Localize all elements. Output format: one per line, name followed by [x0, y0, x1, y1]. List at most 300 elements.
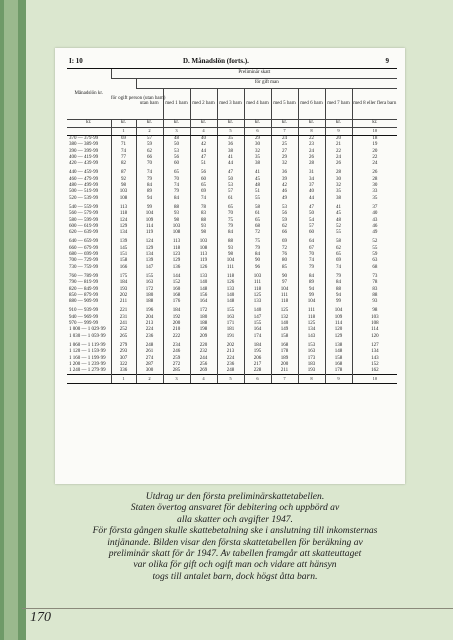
tax-value: 26	[298, 155, 325, 161]
salary-range: 640 — 659·99	[69, 239, 99, 245]
column-number: 8	[298, 128, 325, 136]
tax-value: 164	[244, 327, 271, 333]
tax-value: 113	[111, 202, 136, 211]
tax-value: 72	[271, 246, 298, 252]
salary-range: 540 — 559·99	[69, 204, 99, 210]
column-number: 9	[325, 128, 352, 136]
tax-value: 172	[136, 287, 163, 293]
tax-value: 133	[244, 299, 271, 305]
tax-value: 74	[298, 258, 325, 264]
tax-value: 129	[325, 334, 352, 340]
column-header: för ogift person (utan barn)	[111, 79, 136, 120]
tax-value: 322	[111, 362, 136, 368]
tax-value: 285	[163, 368, 190, 375]
caption-line: intjänande. Bilden visar den första skattetabellen för beräkning av	[107, 536, 363, 548]
column-number: 1	[111, 128, 136, 136]
tax-value: 39	[271, 177, 298, 183]
table-heading: D. Månadslön (forts.).	[183, 57, 249, 65]
tax-value: 88	[217, 236, 244, 245]
tax-value: 155	[244, 321, 271, 327]
tax-value: 26	[325, 161, 352, 167]
tax-value: 75	[217, 218, 244, 224]
sidebar-highlight	[4, 0, 18, 640]
tax-value: 184	[163, 305, 190, 314]
tax-value: 145	[111, 246, 136, 252]
column-number: 2	[136, 128, 163, 136]
tax-value: 66	[136, 155, 163, 161]
table-page-number: 9	[385, 57, 389, 65]
tax-value: 79	[325, 271, 352, 280]
tax-value: 55	[244, 196, 271, 202]
table-row	[67, 202, 397, 211]
tax-value: 98	[163, 218, 190, 224]
tax-value: 32	[271, 161, 298, 167]
tax-value: 109	[136, 218, 163, 224]
table-row	[67, 340, 397, 349]
tax-value: 252	[111, 327, 136, 333]
tax-value: 114	[352, 327, 397, 333]
table-row	[67, 305, 397, 314]
tax-value: 111	[244, 280, 271, 286]
tax-value: 193	[298, 368, 325, 375]
tax-value: 70	[163, 177, 190, 183]
tax-value: 120	[352, 334, 397, 340]
tax-value: 125	[298, 321, 325, 327]
unit-label: kr.	[244, 120, 271, 128]
tax-value: 173	[298, 356, 325, 362]
tax-value: 65	[244, 218, 271, 224]
tax-value: 189	[271, 356, 298, 362]
salary-range: 820 — 849·99	[69, 286, 99, 292]
salary-range: 500 — 519·99	[69, 189, 99, 195]
tax-value: 103	[111, 189, 136, 195]
tax-value: 69	[271, 236, 298, 245]
tax-value: 193	[111, 287, 136, 293]
tax-value: 265	[111, 334, 136, 340]
tax-value: 54	[298, 218, 325, 224]
tax-value: 139	[111, 236, 136, 245]
tax-value: 29	[271, 155, 298, 161]
tax-value: 19	[352, 142, 397, 148]
tax-value: 45	[244, 177, 271, 183]
column-number: 4	[190, 128, 217, 136]
caption-line: togs till antalet barn, dock högst åtta barn.	[152, 570, 318, 582]
tax-value: 24	[271, 136, 298, 143]
tax-value: 66	[271, 230, 298, 236]
tax-value: 140	[244, 305, 271, 314]
tax-value: 200	[271, 362, 298, 368]
unit-label: kr.	[67, 120, 111, 128]
tax-value: 269	[190, 368, 217, 375]
column-number: 3	[163, 128, 190, 136]
tax-value: 28	[352, 177, 397, 183]
tax-value: 111	[217, 265, 244, 271]
tax-value: 84	[163, 196, 190, 202]
tax-value: 79	[136, 177, 163, 183]
tax-value: 48	[244, 183, 271, 189]
tax-value: 30	[325, 177, 352, 183]
tax-value: 88	[163, 202, 190, 211]
tax-value: 188	[190, 321, 217, 327]
tax-value: 74	[111, 149, 136, 155]
tax-value: 96	[244, 265, 271, 271]
tax-value: 129	[111, 224, 136, 230]
tax-value: 83	[190, 211, 217, 217]
tax-value: 48	[163, 136, 190, 143]
tax-value: 111	[298, 305, 325, 314]
tax-value: 62	[325, 246, 352, 252]
column-number: 10	[352, 375, 397, 384]
tax-value: 134	[298, 327, 325, 333]
tax-value: 90	[244, 258, 271, 264]
tax-value: 79	[298, 265, 325, 271]
tax-value: 143	[298, 334, 325, 340]
column-number: 6	[244, 375, 271, 384]
tax-value: 56	[163, 155, 190, 161]
tax-value: 108	[163, 230, 190, 236]
tax-value: 35	[244, 155, 271, 161]
tax-value: 236	[136, 334, 163, 340]
tax-value: 60	[190, 177, 217, 183]
salary-range: 1 000 — 1 029·99	[69, 327, 106, 333]
tax-value: 20	[352, 149, 397, 155]
tax-value: 60	[298, 230, 325, 236]
tax-value: 53	[217, 183, 244, 189]
tax-value: 300	[136, 368, 163, 375]
tax-value: 103	[352, 315, 397, 321]
tax-value: 82	[111, 161, 136, 167]
tax-value: 152	[352, 362, 397, 368]
tax-value: 93	[352, 299, 397, 305]
tax-value: 133	[190, 271, 217, 280]
tax-value: 108	[111, 196, 136, 202]
tax-value: 22	[325, 149, 352, 155]
footer-divider	[22, 608, 453, 609]
tax-value: 40	[298, 189, 325, 195]
tax-value: 132	[271, 315, 298, 321]
tax-value: 293	[111, 349, 136, 355]
tax-value: 259	[163, 356, 190, 362]
tax-value: 98	[217, 252, 244, 258]
tax-value: 163	[136, 280, 163, 286]
tax-value: 222	[163, 334, 190, 340]
caption-line: För första gången skulle skattebetalning ske i anslutning till inkomsternas	[92, 525, 378, 537]
tax-value: 108	[190, 246, 217, 252]
tax-value: 85	[271, 265, 298, 271]
tax-value: 44	[298, 196, 325, 202]
tax-value: 55	[325, 230, 352, 236]
salary-range: 370 — 379·99	[69, 136, 99, 141]
tax-table-image	[55, 48, 405, 484]
salary-range: 1 120 — 1 159·99	[69, 349, 106, 355]
tax-value: 25	[271, 142, 298, 148]
tax-value: 35	[325, 189, 352, 195]
tax-value: 148	[217, 299, 244, 305]
tax-value: 40	[190, 136, 217, 143]
tax-value: 24	[352, 161, 397, 167]
tax-value: 88	[190, 218, 217, 224]
salary-range: 850 — 879·99	[69, 292, 99, 298]
tax-value: 125	[244, 293, 271, 299]
tax-value: 140	[190, 280, 217, 286]
tax-value: 144	[163, 271, 190, 280]
tax-value: 31	[298, 167, 325, 176]
caption-line: alla skatter och avgifter 1947.	[177, 513, 293, 525]
tax-value: 93	[163, 211, 190, 217]
tax-value: 129	[136, 246, 163, 252]
married-man-header: för gift man	[136, 79, 397, 89]
tax-value: 24	[325, 155, 352, 161]
tax-value: 74	[190, 196, 217, 202]
tax-value: 30	[244, 142, 271, 148]
tax-value: 139	[136, 258, 163, 264]
salary-range: 880 — 909·99	[69, 299, 99, 305]
tax-value: 94	[298, 287, 325, 293]
tax-value: 70	[217, 211, 244, 217]
tax-value: 72	[244, 230, 271, 236]
salary-range: 1 200 — 1 239·99	[69, 361, 106, 367]
unit-label: kr.	[298, 120, 325, 128]
tax-value: 202	[217, 340, 244, 349]
salary-range: 1 060 — 1 119·99	[69, 342, 106, 348]
tax-value: 35	[217, 136, 244, 143]
tax-value: 168	[325, 362, 352, 368]
tax-value: 184	[111, 280, 136, 286]
tax-value: 42	[271, 183, 298, 189]
table-row	[67, 236, 397, 245]
tax-value: 191	[217, 334, 244, 340]
tax-value: 83	[352, 287, 397, 293]
tax-value: 57	[136, 136, 163, 143]
column-header: med 4 barn	[244, 89, 271, 120]
tax-value: 256	[190, 362, 217, 368]
column-header: med 6 barn	[298, 89, 325, 120]
tax-value: 93	[190, 224, 217, 230]
tax-value: 166	[111, 265, 136, 271]
tax-value: 41	[217, 155, 244, 161]
tax-value: 29	[244, 136, 271, 143]
tax-value: 98	[352, 305, 397, 314]
column-number: 2	[136, 375, 163, 384]
tax-value: 38	[244, 161, 271, 167]
tax-value: 168	[271, 340, 298, 349]
tax-value: 28	[298, 161, 325, 167]
tax-value: 58	[244, 202, 271, 211]
tax-value: 74	[163, 183, 190, 189]
tax-value: 27	[271, 149, 298, 155]
tax-value: 90	[271, 271, 298, 280]
tax-value: 231	[111, 315, 136, 321]
salary-range: 700 — 729·99	[69, 258, 99, 264]
tax-value: 200	[163, 321, 190, 327]
tax-value: 84	[298, 271, 325, 280]
tax-value: 22	[298, 136, 325, 143]
tax-value: 118	[271, 299, 298, 305]
tax-value: 104	[325, 305, 352, 314]
tax-value: 176	[163, 299, 190, 305]
salary-range: 940 — 969·99	[69, 314, 99, 320]
salary-range: 730 — 759·99	[69, 264, 99, 270]
tax-value: 195	[244, 349, 271, 355]
tax-value: 111	[271, 293, 298, 299]
tax-value: 140	[217, 293, 244, 299]
tax-value: 99	[325, 299, 352, 305]
salary-range: 970 — 999·99	[69, 321, 99, 327]
tax-value: 99	[298, 293, 325, 299]
tax-value: 274	[136, 356, 163, 362]
salary-range: 460 — 479·99	[69, 176, 99, 182]
tax-value: 73	[352, 271, 397, 280]
tax-value: 241	[111, 321, 136, 327]
tax-value: 261	[136, 349, 163, 355]
tax-value: 209	[190, 334, 217, 340]
column-header: med 2 barn	[190, 89, 217, 120]
tax-value: 181	[217, 327, 244, 333]
tax-value: 198	[190, 327, 217, 333]
tax-value: 224	[217, 356, 244, 362]
tax-value: 34	[298, 177, 325, 183]
tax-value: 124	[111, 218, 136, 224]
tax-value: 118	[217, 271, 244, 280]
tax-value: 79	[163, 189, 190, 195]
tax-value: 213	[217, 349, 244, 355]
tax-value: 104	[217, 258, 244, 264]
tax-value: 196	[136, 305, 163, 314]
tax-value: 104	[136, 211, 163, 217]
salary-range: 680 — 699·99	[69, 252, 99, 258]
salary-range: 390 — 399·99	[69, 148, 99, 154]
tax-value: 118	[298, 315, 325, 321]
column-header: utan barn	[139, 101, 159, 106]
tax-value: 76	[271, 252, 298, 258]
caption-line: preliminär skatt för år 1947. Av tabellen framgår att skatteuttaget	[108, 548, 362, 560]
tax-value: 46	[352, 224, 397, 230]
tax-value: 84	[325, 280, 352, 286]
tax-value: 71	[111, 142, 136, 148]
tax-value: 221	[111, 305, 136, 314]
tax-value: 228	[244, 368, 271, 375]
table-row	[67, 368, 397, 375]
tax-value: 211	[111, 299, 136, 305]
tax-value: 88	[352, 293, 397, 299]
tax-value: 113	[190, 252, 217, 258]
caption-line: Staten övertog ansvaret för debitering och uppbörd av	[130, 502, 340, 514]
tax-value: 84	[244, 252, 271, 258]
tax-value: 168	[163, 293, 190, 299]
tax-value: 65	[325, 252, 352, 258]
tax-value: 232	[190, 349, 217, 355]
tax-value: 36	[217, 142, 244, 148]
tax-value: 94	[136, 196, 163, 202]
column-number: 10	[352, 128, 397, 136]
tax-value: 79	[217, 224, 244, 230]
tax-value: 56	[271, 211, 298, 217]
tax-value: 125	[271, 305, 298, 314]
column-number: 7	[271, 375, 298, 384]
table-row	[67, 167, 397, 176]
tax-value: 75	[244, 236, 271, 245]
tax-value: 77	[111, 155, 136, 161]
tax-value: 78	[352, 280, 397, 286]
tax-value: 206	[244, 356, 271, 362]
tax-value: 147	[244, 315, 271, 321]
tax-value: 147	[136, 265, 163, 271]
tax-value: 217	[244, 362, 271, 368]
tax-value: 94	[325, 293, 352, 299]
unit-label: kr.	[325, 120, 352, 128]
tax-value: 148	[190, 287, 217, 293]
tax-value: 32	[244, 149, 271, 155]
salary-range: 520 — 539·99	[69, 195, 99, 201]
tax-value: 160	[163, 287, 190, 293]
tax-value: 118	[244, 287, 271, 293]
salary-range: 480 — 499·99	[69, 183, 99, 189]
column-header: med 5 barn	[271, 89, 298, 120]
tax-value: 178	[271, 349, 298, 355]
salary-range: 910 — 939·99	[69, 308, 99, 314]
tax-value: 98	[190, 230, 217, 236]
tax-value: 287	[136, 362, 163, 368]
tax-value: 113	[163, 236, 190, 245]
tax-value: 64	[298, 236, 325, 245]
tax-value: 69	[190, 189, 217, 195]
tax-value: 119	[136, 230, 163, 236]
tax-value: 248	[136, 340, 163, 349]
tax-value: 204	[136, 315, 163, 321]
tax-value: 336	[111, 368, 136, 375]
tax-value: 155	[136, 271, 163, 280]
tax-value: 99	[136, 202, 163, 211]
unit-label: kr.	[136, 120, 163, 128]
tax-value: 38	[217, 149, 244, 155]
tax-value: 50	[217, 177, 244, 183]
tax-value: 163	[217, 315, 244, 321]
salary-range: 600 — 619·99	[69, 223, 99, 229]
tax-value: 47	[298, 202, 325, 211]
salary-range: 1 240 — 1 279·99	[69, 368, 106, 374]
tax-value: 41	[244, 167, 271, 176]
tax-value: 248	[217, 368, 244, 375]
tax-value: 68	[352, 265, 397, 271]
tax-value: 149	[271, 327, 298, 333]
tax-value: 164	[190, 299, 217, 305]
tax-value: 51	[244, 189, 271, 195]
unit-label: kr.	[163, 120, 190, 128]
tax-value: 70	[298, 252, 325, 258]
unit-label: kr.	[111, 120, 136, 128]
column-number: 6	[244, 128, 271, 136]
tax-value: 138	[325, 340, 352, 349]
tax-value: 52	[325, 224, 352, 230]
tax-value: 134	[136, 252, 163, 258]
tax-value: 213	[136, 321, 163, 327]
monthly-salary-header: Månadslön kr.	[67, 69, 111, 120]
tax-value: 41	[325, 202, 352, 211]
column-number: 7	[271, 128, 298, 136]
tax-value: 47	[217, 167, 244, 176]
column-header: med 1 barn	[163, 89, 190, 120]
tax-value: 234	[163, 340, 190, 349]
salary-range: 790 — 819·99	[69, 280, 99, 286]
tax-value: 202	[111, 293, 136, 299]
salary-range: 660 — 679·99	[69, 245, 99, 251]
tax-value: 60	[163, 161, 190, 167]
tax-value: 89	[136, 189, 163, 195]
tax-value: 28	[325, 167, 352, 176]
tax-value: 53	[271, 202, 298, 211]
tax-value: 56	[190, 167, 217, 176]
table-row	[67, 271, 397, 280]
